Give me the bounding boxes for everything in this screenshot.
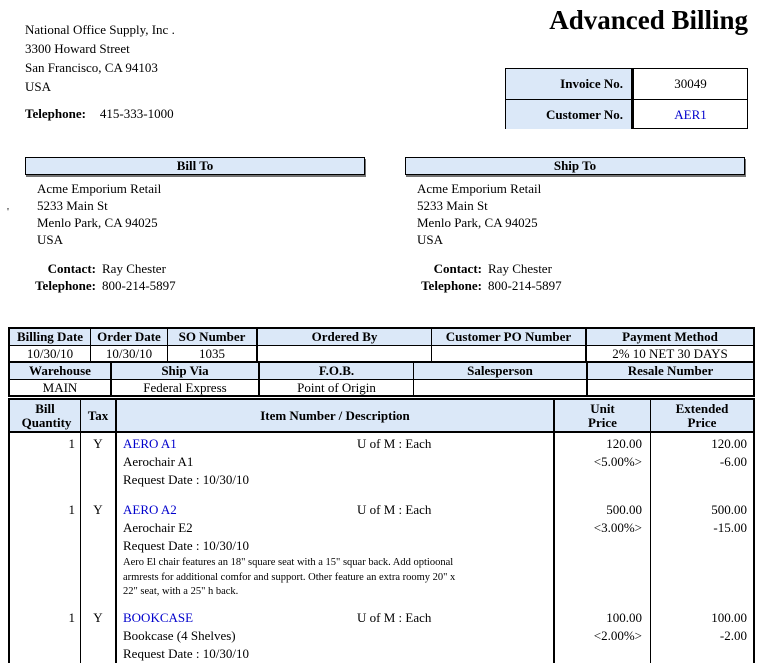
customer-po-value [432, 346, 587, 363]
item-quantity: 1 [68, 610, 75, 625]
item-request-date: Request Date : 10/30/10 [123, 472, 250, 487]
line-items-header-row [10, 400, 753, 433]
invoice-no-row [506, 69, 747, 100]
unit-price-header: Unit Price [555, 400, 651, 431]
item-discount-amount: -15.00 [713, 520, 747, 535]
item-quantity: 1 [68, 436, 75, 451]
so-number-value: 1035 [168, 346, 258, 363]
ship-to-header-bar [405, 157, 745, 175]
column-divider [115, 433, 117, 663]
item-number-link[interactable]: AERO A1 [123, 436, 177, 451]
ordered-by-header: Ordered By [258, 329, 432, 346]
ship-to-phone-label: Telephone: [421, 278, 482, 293]
billing-date-header: Billing Date [10, 329, 91, 346]
item-discount-percent: <3.00%> [593, 520, 642, 535]
ship-to-address [417, 180, 541, 248]
company-country: USA [25, 79, 52, 94]
company-phone-value: 415-333-1000 [99, 106, 174, 121]
item-extended-price: 500.00 [711, 502, 747, 517]
ship-to-contact-value: Ray Chester [488, 261, 552, 276]
invoice-no-label: Invoice No. [506, 69, 634, 99]
line-items-table [8, 398, 755, 663]
item-number-link[interactable]: BOOKCASE [123, 610, 194, 625]
ship-to-phone-row [398, 277, 562, 294]
bill-quantity-header: Bill Quantity [10, 400, 81, 431]
item-unit-price: 100.00 [606, 610, 642, 625]
bill-to-contact-row [18, 260, 166, 277]
ship-to-contact-label: Contact: [433, 261, 482, 276]
item-description: Aerochair E2 [123, 520, 193, 535]
billing-date-value: 10/30/10 [10, 346, 91, 363]
item-uom: U of M : Each [357, 436, 432, 451]
payment-method-header: Payment Method [587, 329, 753, 346]
fob-header: F.O.B. [260, 363, 414, 380]
ship-to-phone-value: 800-214-5897 [488, 278, 562, 293]
ship-via-header: Ship Via [112, 363, 260, 380]
item-unit-price: 120.00 [606, 436, 642, 451]
item-request-date: Request Date : 10/30/10 [123, 646, 250, 661]
ship-to-header-label: Ship To [553, 158, 597, 173]
bill-to-header-label: Bill To [176, 158, 214, 173]
customer-no-label: Customer No. [506, 100, 634, 129]
item-uom: U of M : Each [357, 502, 432, 517]
item-number-link[interactable]: AERO A2 [123, 502, 177, 517]
bill-to-line2: 5233 Main St [37, 198, 108, 213]
ship-to-line3: Menlo Park, CA 94025 [417, 215, 538, 230]
item-discount-amount: -6.00 [719, 454, 747, 469]
payment-method-value: 2% 10 NET 30 DAYS [587, 346, 753, 363]
order-info-header-row-2 [10, 363, 753, 380]
salesperson-header: Salesperson [414, 363, 588, 380]
company-name: National Office Supply, Inc . [25, 22, 175, 37]
item-extended-price: 100.00 [711, 610, 747, 625]
item-tax-flag: Y [93, 502, 103, 517]
salesperson-value [414, 380, 588, 395]
company-street: 3300 Howard Street [25, 41, 130, 56]
invoice-number-box [505, 68, 748, 129]
page-title: Advanced Billing [549, 5, 748, 35]
item-unit-price: 500.00 [606, 502, 642, 517]
item-description: Bookcase (4 Shelves) [123, 628, 236, 643]
company-city: San Francisco, CA 94103 [25, 60, 158, 75]
bill-to-address [37, 180, 161, 248]
customer-no-value[interactable]: AER1 [674, 106, 707, 122]
order-info-value-row-2 [10, 380, 753, 395]
item-discount-percent: <5.00%> [593, 454, 642, 469]
item-discount-percent: <2.00%> [593, 628, 642, 643]
company-address-block [25, 20, 175, 96]
order-info-header-row-1 [10, 329, 753, 346]
fob-value: Point of Origin [260, 380, 414, 395]
bill-to-line4: USA [37, 232, 64, 247]
resale-number-value [588, 380, 753, 395]
item-long-description: Aero El chair features an 18" square seat with a 15" squar back. Add optioonal armrests for additional comfor and support. Other feature an extra roomy 20" x 22" seat, with a 25" h back. [123, 557, 456, 597]
item-description-header: Item Number / Description [117, 400, 555, 431]
so-number-header: SO Number [168, 329, 258, 346]
item-request-date: Request Date : 10/30/10 [123, 538, 250, 553]
company-phone-row [25, 106, 174, 122]
ordered-by-value [258, 346, 432, 363]
item-discount-amount: -2.00 [719, 628, 747, 643]
item-uom: U of M : Each [357, 610, 432, 625]
ship-to-line4: USA [417, 232, 444, 247]
order-info-value-row-1 [10, 346, 753, 363]
item-extended-price: 120.00 [711, 436, 747, 451]
customer-po-header: Customer PO Number [432, 329, 587, 346]
bill-to-phone-label: Telephone: [35, 278, 96, 293]
stray-mark: ' [7, 206, 9, 218]
bill-to-phone-value: 800-214-5897 [102, 278, 176, 293]
order-date-value: 10/30/10 [91, 346, 168, 363]
order-info-table [8, 327, 755, 397]
line-items-body [10, 433, 753, 663]
item-tax-flag: Y [93, 610, 103, 625]
ship-to-line2: 5233 Main St [417, 198, 488, 213]
item-tax-flag: Y [93, 436, 103, 451]
bill-to-line1: Acme Emporium Retail [37, 181, 162, 196]
tax-header: Tax [81, 400, 117, 431]
warehouse-header: Warehouse [10, 363, 112, 380]
item-quantity: 1 [68, 502, 75, 517]
bill-to-header-bar [25, 157, 365, 175]
ship-to-line1: Acme Emporium Retail [417, 181, 542, 196]
extended-price-header: Extended Price [675, 400, 729, 430]
warehouse-value: MAIN [10, 380, 112, 395]
item-description: Aerochair A1 [123, 454, 194, 469]
bill-to-contact-label: Contact: [47, 261, 96, 276]
invoice-no-value: 30049 [674, 76, 707, 91]
company-phone-label: Telephone: [25, 106, 86, 121]
order-date-header: Order Date [91, 329, 168, 346]
bill-to-phone-row [18, 277, 176, 294]
customer-no-row [506, 100, 747, 129]
bill-to-line3: Menlo Park, CA 94025 [37, 215, 158, 230]
ship-to-contact-row [398, 260, 552, 277]
bill-to-contact-value: Ray Chester [102, 261, 166, 276]
column-divider [80, 433, 81, 663]
resale-number-header: Resale Number [588, 363, 753, 380]
ship-via-value: Federal Express [112, 380, 260, 395]
